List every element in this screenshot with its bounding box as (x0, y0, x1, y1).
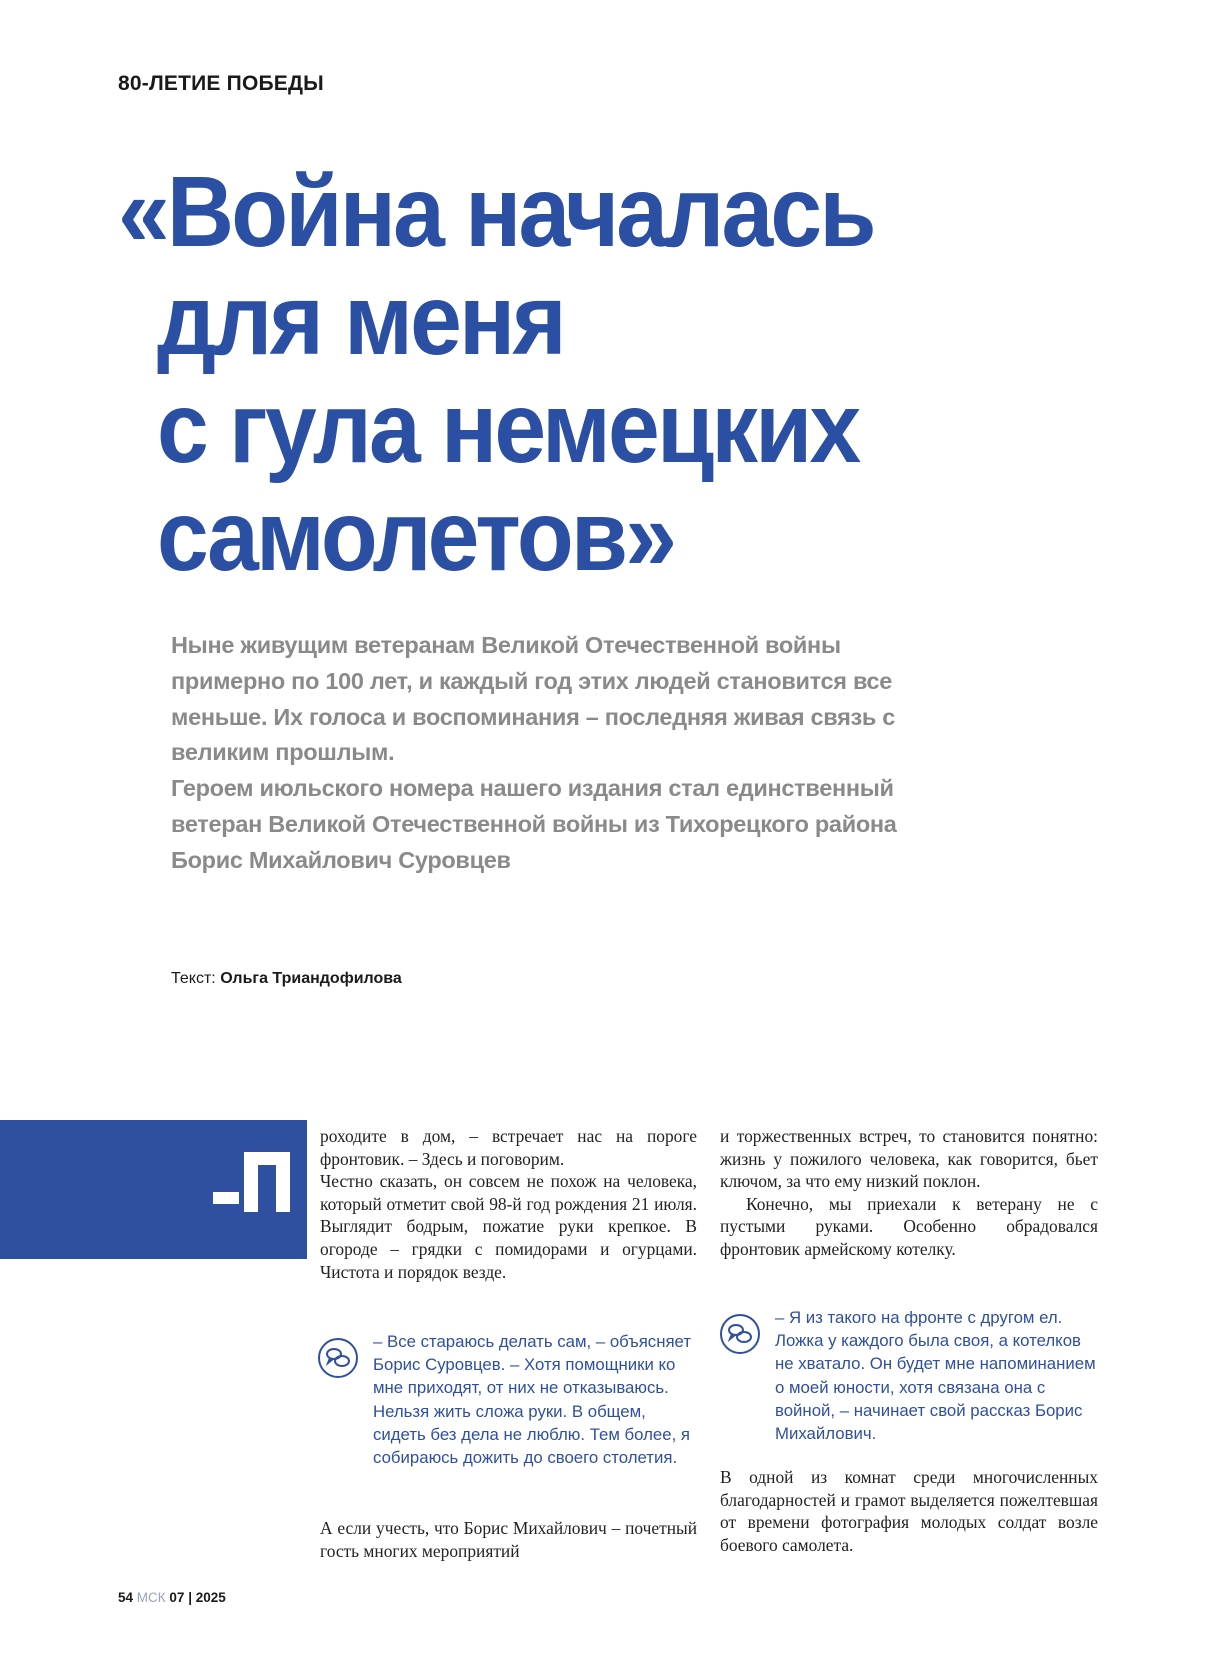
byline-author: Ольга Триандофилова (220, 970, 402, 987)
page-folio (118, 1590, 226, 1605)
byline-label: Текст: (171, 970, 216, 987)
lead-paragraph (171, 628, 931, 879)
page-number: 54 (118, 1590, 134, 1605)
pull-quote-1 (373, 1330, 699, 1469)
pull-quote-2 (775, 1306, 1100, 1445)
issue-number: 07 | 2025 (169, 1590, 226, 1605)
article-column-1-end (320, 1517, 697, 1562)
quote-text: – Я из такого на фронте с другом ел. Ложка у каждого была своя, а котелков не хватало. Он будет мне напоминанием о моей юности, хотя связана она с войной, – начинает свой рассказ Борис Михайлович. (775, 1308, 1096, 1444)
article-paragraph: Конечно, мы приехали к ветерану не с пустыми руками. Особенно обрадовался фронтовик армейскому котелку. (720, 1193, 1098, 1259)
headline (118, 158, 874, 590)
quote-speech-icon (720, 1314, 760, 1354)
headline-line-4: самолетов» (157, 480, 675, 592)
quote-speech-icon (318, 1338, 358, 1378)
headline-line-1: «Война началась (118, 156, 874, 268)
article-paragraph: и торжественных встреч, то становится понятно: жизнь у пожилого человека, как говорится, бьет ключом, за что ему низкий поклон. (720, 1126, 1098, 1192)
quote-text: – Все стараюсь делать сам, – объясняет Борис Суровцев. – Хотя помощники ко мне приходят, от них не отказываюсь. Нельзя жить сложа руки. В общем, сидеть без дела не люблю. Тем более, я собираюсь дожить до своего столетия. (373, 1332, 692, 1468)
lead-text-2: Героем июльского номера нашего издания стал единственный ветеран Великой Отечественной войны из Тихорецкого района Борис Михайлович Суровцев (171, 775, 897, 873)
byline (171, 970, 402, 988)
article-column-1 (320, 1125, 697, 1283)
dropcap-letter-p (244, 1120, 296, 1224)
lead-text-1: Ныне живущим ветеранам Великой Отечественной войны примерно по 100 лет, и каждый год этих людей становится все меньше. Их голоса и воспоминания – последняя живая связь с великим прошлым. (171, 632, 896, 766)
magazine-brand: МСК (136, 1590, 166, 1605)
headline-line-2: для меня (157, 264, 564, 376)
section-rubric: 80-ЛЕТИЕ ПОБЕДЫ (118, 72, 324, 95)
dropcap-dash (213, 1192, 239, 1204)
headline-line-3: с гула немецких (157, 372, 859, 484)
article-paragraph: Честно сказать, он совсем не похож на человека, который отметит свой 98-й год рождения 21 июля. Выглядит бодрым, пожатие руки крепкое. В огороде – грядки с помидорами и огурцами. Чистота и порядок везде. (320, 1171, 697, 1282)
article-paragraph: А если учесть, что Борис Михайлович – почетный гость многих мероприятий (320, 1518, 697, 1561)
article-column-2 (720, 1125, 1098, 1261)
article-column-2-end (720, 1466, 1098, 1556)
article-paragraph: роходите в дом, – встречает нас на пороге фронтовик. – Здесь и поговорим. (320, 1126, 697, 1169)
article-paragraph: В одной из комнат среди многочисленных благодарностей и грамот выделяется пожелтевшая от времени фотография молодых солдат возле боевого самолета. (720, 1467, 1098, 1555)
